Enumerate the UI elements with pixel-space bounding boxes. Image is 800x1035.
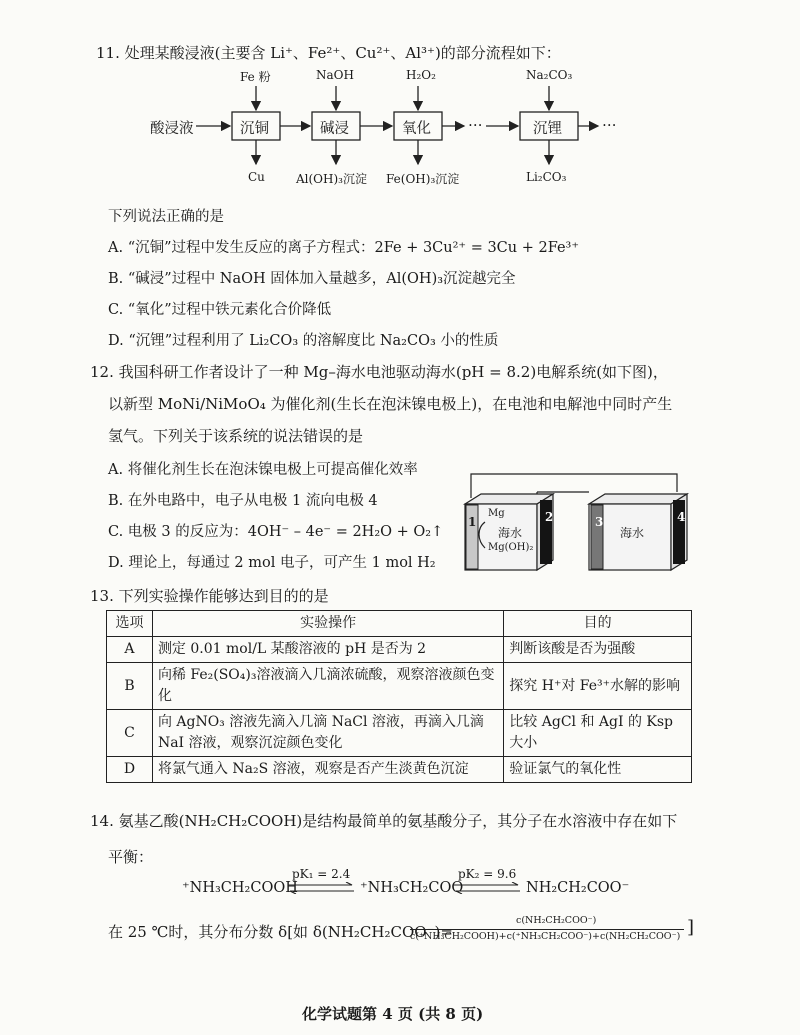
table-row (107, 757, 692, 783)
equilibrium-arrow-2 (452, 882, 522, 894)
row-option: C (107, 710, 153, 757)
q12-line-1: 12. 我国科研工作者设计了一种 Mg–海水电池驱动海水(pH = 8.2)电解系统(如下图)， (90, 363, 668, 381)
mg-label: Mg (488, 508, 505, 519)
q14-line-2: 平衡： (108, 848, 154, 866)
pk1-label: pK₁ = 2.4 (292, 867, 351, 881)
row-goal: 探究 H⁺对 Fe³⁺水解的影响 (504, 663, 692, 710)
flow-ellipsis-2: … (602, 114, 617, 130)
electrode-2-label: 2 (545, 510, 554, 524)
q12-option-a: A. 将催化剂生长在泡沫镍电极上可提高催化效率 (108, 462, 418, 478)
q11-option-a: A. “沉铜”过程中发生反应的离子方程式：2Fe + 3Cu²⁺ = 3Cu + 2Fe³⁺ (108, 240, 580, 256)
row-goal: 判断该酸是否为强酸 (504, 637, 692, 663)
q12-option-c: C. 电极 3 的反应为：4OH⁻ – 4e⁻ = 2H₂O + O₂↑ (108, 524, 444, 540)
flow-box-2: 碱浸 (320, 121, 349, 137)
flow-input-2: NaOH (316, 68, 354, 82)
q14-line-3: 在 25 ℃时，其分布分数 δ[如 δ(NH₂CH₂COO⁻)= (108, 923, 453, 941)
table-row (107, 710, 692, 757)
q11-option-d: D. “沉锂”过程利用了 Li₂CO₃ 的溶解度比 Na₂CO₃ 小的性质 (108, 333, 499, 349)
mgoh2-label: Mg(OH)₂ (488, 542, 534, 553)
flow-box-3: 氧化 (402, 121, 431, 137)
flow-box-4: 沉锂 (533, 121, 562, 137)
q12-line-3: 氢气。下列关于该系统的说法错误的是 (108, 427, 364, 445)
q12-line-2: 以新型 MoNi/NiMoO₄ 为催化剂(生长在泡沫镍电极上)，在电池和电解池中同时产生 (108, 395, 673, 413)
header-operation: 实验操作 (152, 611, 503, 637)
q12-option-b: B. 在外电路中，电子从电极 1 流向电极 4 (108, 493, 378, 509)
bracket-close: ] (687, 917, 695, 938)
q11-stem: 11. 处理某酸浸液(主要含 Li⁺、Fe²⁺、Cu²⁺、Al³⁺)的部分流程如下： (96, 44, 561, 62)
flow-output-3: Fe(OH)₃沉淀 (386, 172, 460, 186)
electrode-4-label: 4 (677, 510, 686, 524)
fraction-bar (410, 929, 684, 930)
q14-line-1: 14. 氨基乙酸(NH₂CH₂COOH)是结构最简单的氨基酸分子，其分子在水溶液中存在如下 (90, 812, 678, 830)
flow-input-1: Fe 粉 (240, 70, 271, 84)
table-header-row (107, 611, 692, 637)
q12-option-d: D. 理论上，每通过 2 mol 电子，可产生 1 mol H₂ (108, 555, 436, 571)
q13-stem: 13. 下列实验操作能够达到目的的是 (90, 587, 329, 605)
flow-output-2: Al(OH)₃沉淀 (296, 172, 367, 186)
row-operation: 向 AgNO₃ 溶液先滴入几滴 NaCl 溶液，再滴入几滴 NaI 溶液，观察沉淀颜色变化 (152, 710, 503, 757)
flow-box-1: 沉铜 (240, 121, 269, 137)
table-row (107, 663, 692, 710)
q11-option-c: C. “氧化”过程中铁元素化合价降低 (108, 302, 332, 318)
battery-electrolysis-diagram (455, 470, 695, 580)
flow-start: 酸浸液 (150, 121, 194, 137)
species-2: ⁺NH₃CH₂COO⁻ (360, 880, 471, 896)
fraction-numerator: c(NH₂CH₂COO⁻) (516, 915, 597, 926)
row-goal: 验证氯气的氧化性 (504, 757, 692, 783)
pk2-label: pK₂ = 9.6 (458, 867, 517, 881)
flow-input-3: H₂O₂ (406, 68, 436, 82)
species-1: ⁺NH₃CH₂COOH (182, 880, 298, 896)
electrode-1-label: 1 (468, 515, 477, 529)
fraction-denominator: c(⁺NH₃CH₂COOH)+c(⁺NH₃CH₂COO⁻)+c(NH₂CH₂COO⁻) (410, 931, 681, 942)
row-operation: 向稀 Fe₂(SO₄)₃溶液滴入几滴浓硫酸，观察溶液颜色变化 (152, 663, 503, 710)
header-option: 选项 (107, 611, 153, 637)
row-goal: 比较 AgCl 和 AgI 的 Ksp 大小 (504, 710, 692, 757)
row-operation: 将氯气通入 Na₂S 溶液，观察是否产生淡黄色沉淀 (152, 757, 503, 783)
q11-option-b: B. “碱浸”过程中 NaOH 固体加入量越多，Al(OH)₃沉淀越完全 (108, 271, 516, 287)
row-option: D (107, 757, 153, 783)
flow-output-4: Li₂CO₃ (526, 170, 567, 184)
equilibrium-arrow-1 (286, 882, 356, 894)
flow-ellipsis-1: … (468, 114, 483, 130)
q13-experiment-table (106, 610, 692, 783)
page-footer: 化学试题第 4 页 (共 8 页) (302, 1005, 484, 1023)
row-operation: 测定 0.01 mol/L 某酸溶液的 pH 是否为 2 (152, 637, 503, 663)
flow-input-4: Na₂CO₃ (526, 68, 573, 82)
q11-prompt: 下列说法正确的是 (108, 209, 224, 225)
electrode-3-label: 3 (595, 515, 604, 529)
flow-output-1: Cu (248, 170, 265, 184)
row-option: B (107, 663, 153, 710)
seawater-label-2: 海水 (620, 526, 645, 540)
table-row (107, 637, 692, 663)
row-option: A (107, 637, 153, 663)
seawater-label-1: 海水 (498, 526, 523, 540)
species-3: NH₂CH₂COO⁻ (526, 880, 630, 896)
header-goal: 目的 (504, 611, 692, 637)
